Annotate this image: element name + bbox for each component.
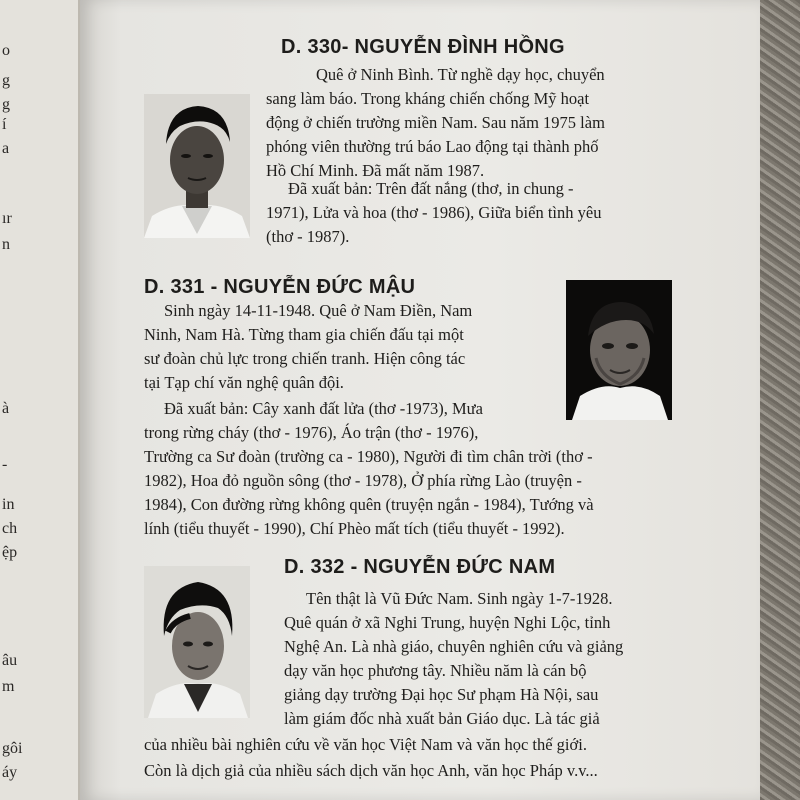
entry-text-line: 1971), Lửa và hoa (thơ - 1986), Giữa biển tình yêu <box>266 203 602 222</box>
prev-page-fragment: a <box>2 140 10 157</box>
entry-text-line: 1984), Con đường rừng không quên (truyện ngắn - 1984), Tướng và <box>144 495 594 514</box>
entry-text-line: dạy văn học phương tây. Nhiều năm là cán bộ <box>284 661 587 680</box>
entry-text-line: phóng viên thường trú báo Lao động tại thành phố <box>266 137 599 156</box>
entry-text-line: Quê ở Ninh Bình. Từ nghề dạy học, chuyển <box>316 65 605 84</box>
prev-page-fragment: âu <box>2 652 18 669</box>
entry-text-line: tại Tạp chí văn nghệ quân đội. <box>144 373 344 392</box>
entry-text-line: Tên thật là Vũ Đức Nam. Sinh ngày 1-7-1928. <box>306 589 613 608</box>
prev-page-fragment: o <box>2 42 10 59</box>
prev-page-fragment: ch <box>2 520 18 537</box>
prev-page-fragment: ır <box>2 210 12 227</box>
previous-page-edge <box>0 0 80 800</box>
prev-page-fragment: n <box>2 236 10 253</box>
prev-page-fragment: ệp <box>2 544 18 561</box>
prev-page-fragment: in <box>2 496 15 513</box>
entry-text-line: Sinh ngày 14-11-1948. Quê ở Nam Điền, Nam <box>164 301 473 320</box>
entry-heading-330: D. 330- NGUYỄN ĐÌNH HỒNG <box>281 36 565 58</box>
entry-text-line: Trường ca Sư đoàn (trường ca - 1980), Người đi tìm chân trời (thơ - <box>144 447 593 466</box>
entry-text-line: sư đoàn chủ lực trong chiến tranh. Hiện công tác <box>144 349 466 368</box>
entry-heading-332: D. 332 - NGUYỄN ĐỨC NAM <box>284 556 556 578</box>
entry-text-line: Ninh, Nam Hà. Từng tham gia chiến đấu tại một <box>144 325 464 344</box>
prev-page-fragment: gôi <box>2 740 23 757</box>
entry-text-line: Hồ Chí Minh. Đã mất năm 1987. <box>266 161 485 180</box>
entry-text-line: trong rừng cháy (thơ - 1976), Áo trận (thơ - 1976), <box>144 423 479 442</box>
entry-text-line: Đã xuất bản: Trên đất nắng (thơ, in chung - <box>288 179 574 198</box>
entry-text-line: Còn là dịch giả của nhiều sách dịch văn học Anh, văn học Pháp v.v... <box>144 761 598 780</box>
prev-page-fragment: í <box>2 116 7 133</box>
portrait-nguyen-duc-mau <box>566 280 672 420</box>
entry-text-line: lính (tiểu thuyết - 1990), Chí Phèo mất tích (tiểu thuyết - 1992). <box>144 519 565 538</box>
entry-text-line: 1982), Hoa đỏ nguồn sông (thơ - 1978), Ở phía rừng Lào (truyện - <box>144 471 582 490</box>
prev-page-fragment: g <box>2 96 10 113</box>
entry-text-line: giảng dạy trường Đại học Sư phạm Hà Nội, sau <box>284 685 599 704</box>
prev-page-fragment: - <box>2 456 8 473</box>
prev-page-fragment: à <box>2 400 10 417</box>
portrait-nguyen-dinh-hong <box>144 94 250 238</box>
prev-page-fragment: m <box>2 678 15 695</box>
prev-page-fragment: g <box>2 72 10 89</box>
entry-text-line: (thơ - 1987). <box>266 227 350 246</box>
entry-text-line: của nhiều bài nghiên cứu về văn học Việt Nam và văn học thế giới. <box>144 735 587 754</box>
portrait-nguyen-duc-nam <box>144 566 250 718</box>
entry-text-line: Quê quán ở xã Nghi Trung, huyện Nghi Lộc, tỉnh <box>284 613 611 632</box>
carpet-background <box>760 0 800 800</box>
entry-text-line: động ở chiến trường miền Nam. Sau năm 1975 làm <box>266 113 605 132</box>
entry-text-line: làm giám đốc nhà xuất bản Giáo dục. Là tác giả <box>284 709 600 728</box>
entry-text-line: sang làm báo. Trong kháng chiến chống Mỹ hoạt <box>266 89 590 108</box>
prev-page-fragment: áy <box>2 764 18 781</box>
entry-text-line: Đã xuất bản: Cây xanh đất lửa (thơ -1973), Mưa <box>164 399 483 418</box>
entry-heading-331: D. 331 - NGUYỄN ĐỨC MẬU <box>144 276 416 298</box>
book-page <box>80 0 760 800</box>
entry-text-line: Nghệ An. Là nhà giáo, chuyên nghiên cứu và giảng <box>284 637 624 656</box>
